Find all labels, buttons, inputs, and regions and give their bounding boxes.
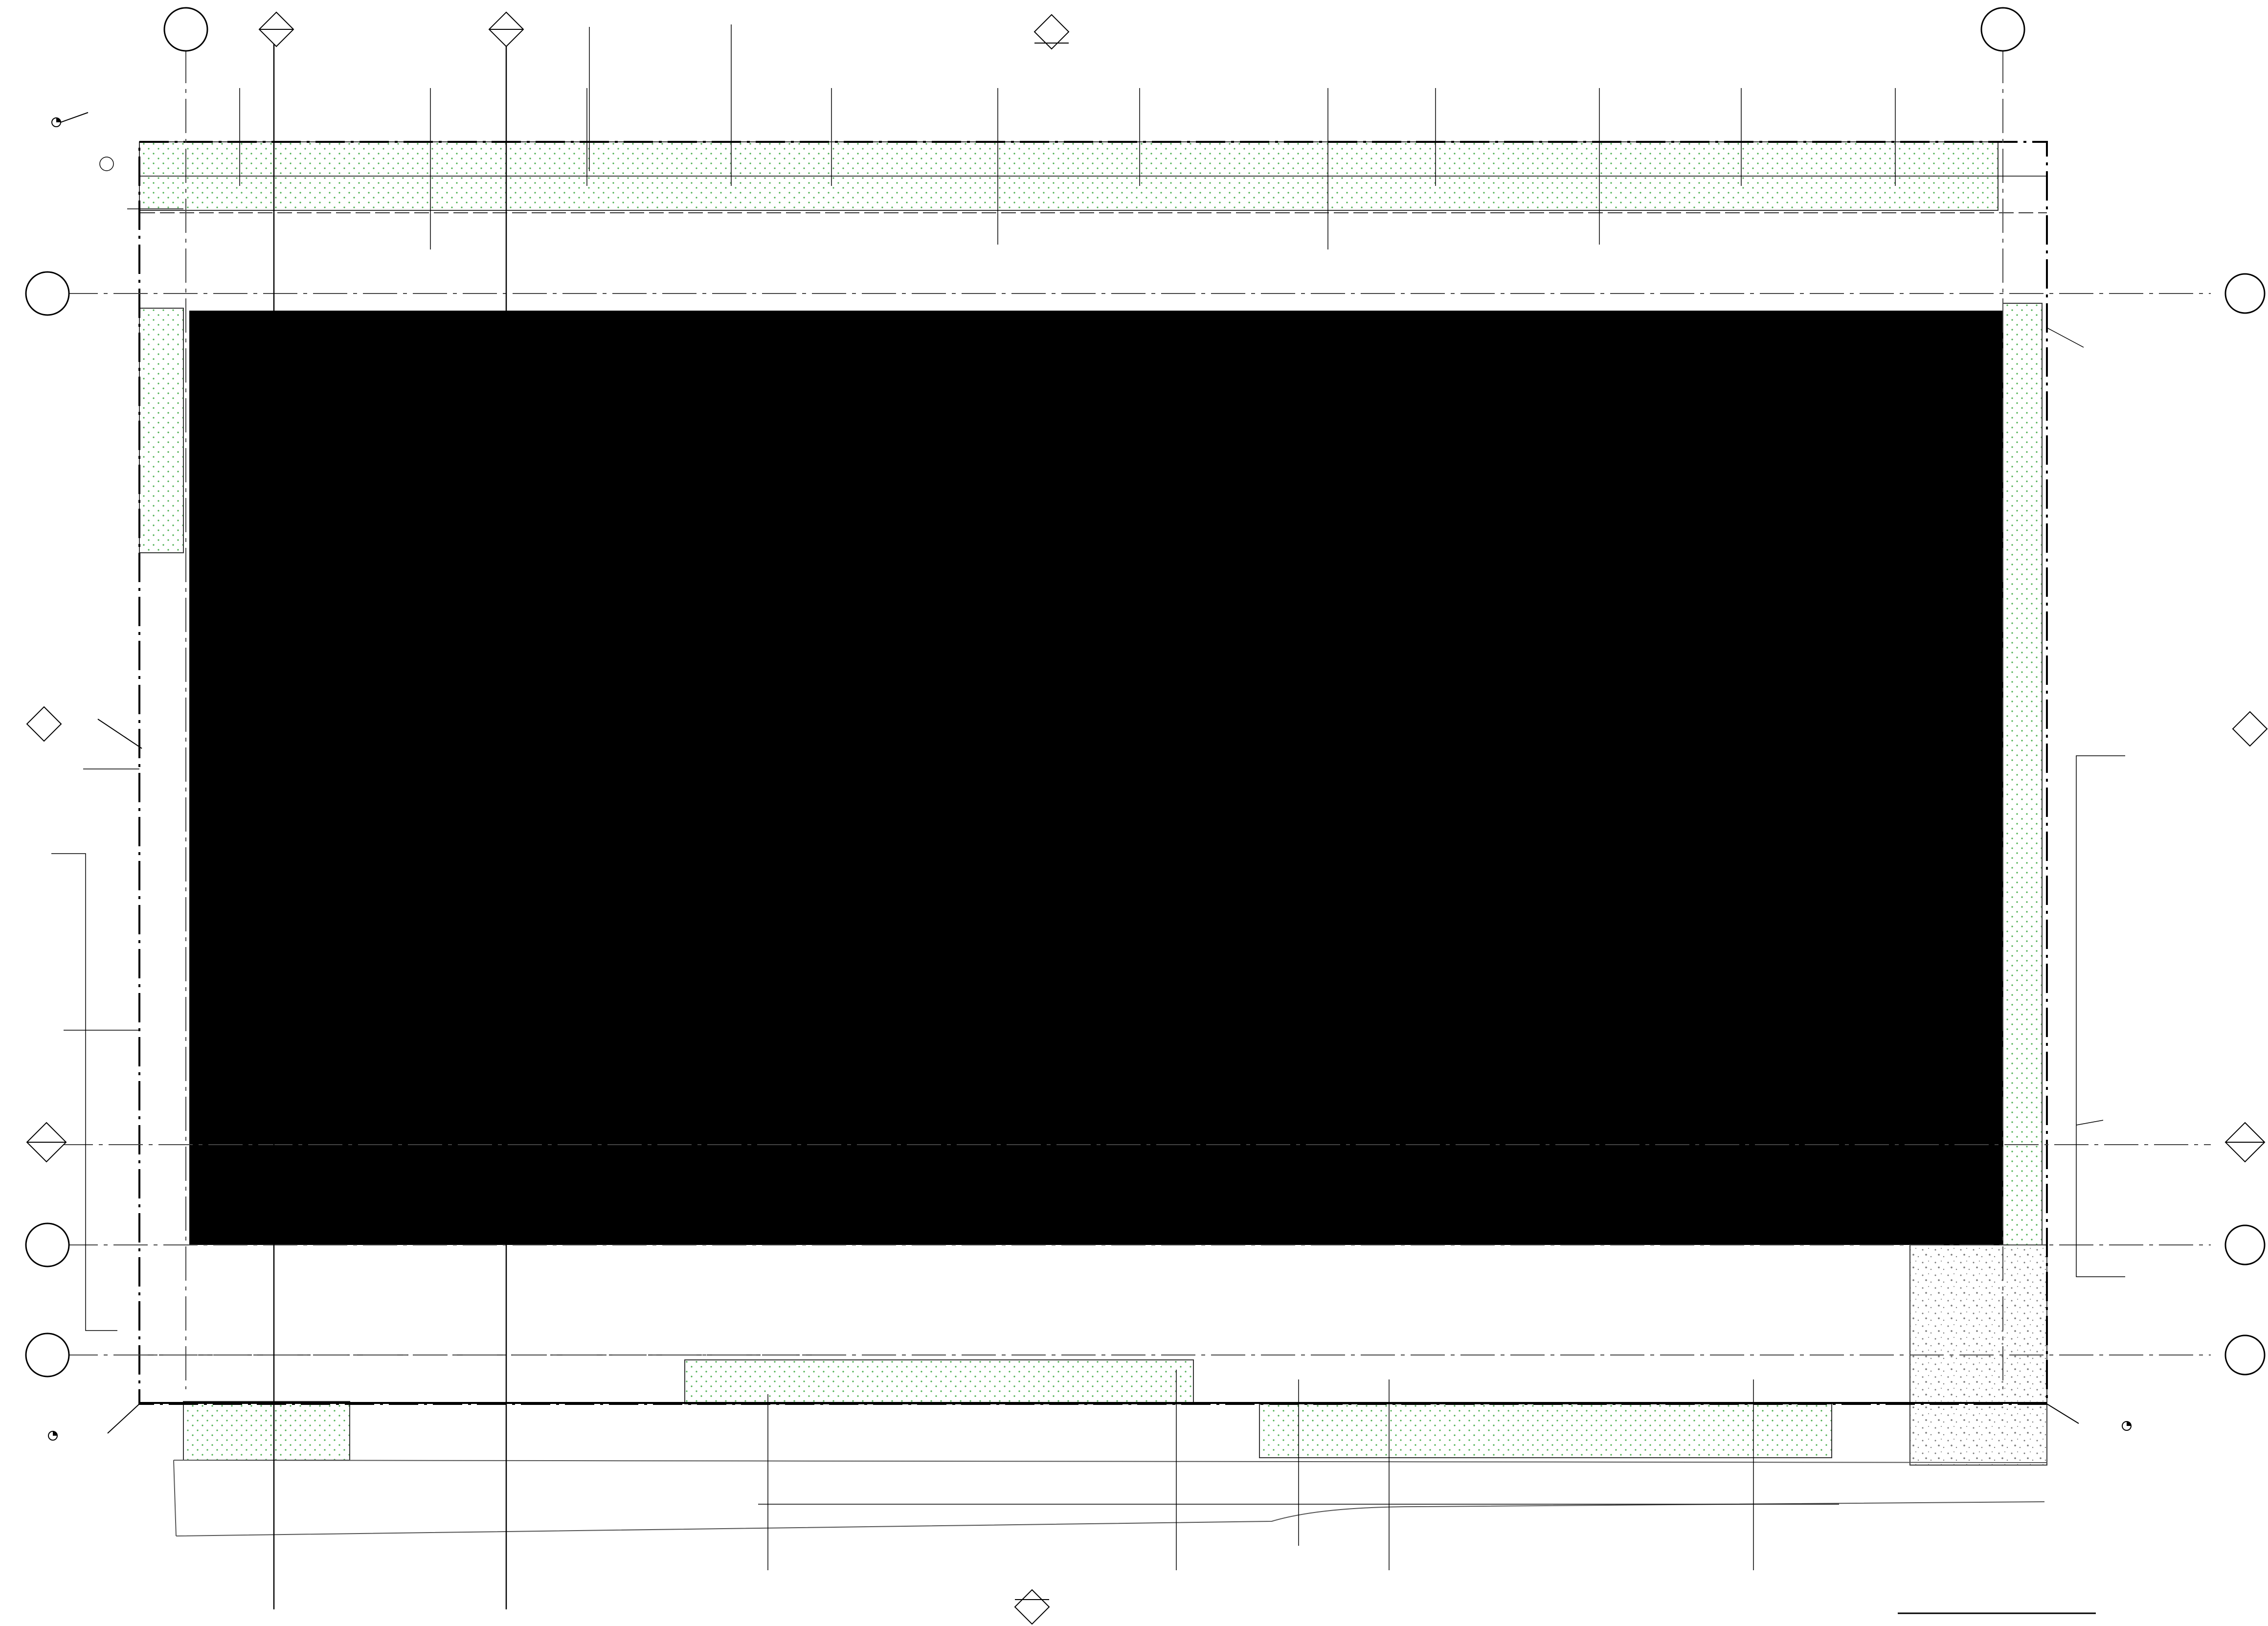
elevation-left-mid (98, 719, 142, 748)
bottom-left-planting (183, 1401, 350, 1460)
grid-bubble-f-left (26, 1223, 69, 1266)
section-marker-dp20-right (2233, 712, 2267, 746)
building-footprint (189, 311, 2003, 1245)
bottom-right-planting (1259, 1404, 1832, 1458)
grid-bubble-1 (164, 8, 207, 51)
right-planting-strip (2003, 303, 2042, 1247)
road-edge (174, 1460, 2047, 1463)
section-marker-ee-left (27, 1123, 66, 1162)
grid-bubble-g-right (2225, 1335, 2265, 1375)
grid-bubble-a-right (2225, 274, 2265, 313)
elevation-top-left (52, 113, 88, 127)
left-swale-strip (139, 308, 183, 553)
curb-line (174, 1460, 2044, 1536)
top-plant-label-1 (0, 0, 430, 249)
elevation-bottom-right (2047, 1404, 2131, 1430)
section-marker-dp301 (259, 12, 293, 46)
grid-bubble-10 (1981, 8, 2024, 51)
section-marker-dp200-bottom (1015, 1590, 1049, 1624)
bottom-mid-planting (685, 1360, 1193, 1404)
elevation-bottom-left (48, 1404, 139, 1440)
section-marker-ee-right (2225, 1123, 2265, 1162)
adjacent-structure-note (0, 0, 117, 1331)
section-marker-dp300 (489, 12, 523, 46)
grid-bubble-f-right (2225, 1225, 2265, 1265)
section-marker-dp201-left (27, 707, 61, 741)
grid-bubble-a-left (26, 272, 69, 315)
grid-bubble-g-left (26, 1333, 69, 1377)
section-marker-dp201-top (1034, 15, 1069, 49)
curb-note (0, 0, 139, 769)
